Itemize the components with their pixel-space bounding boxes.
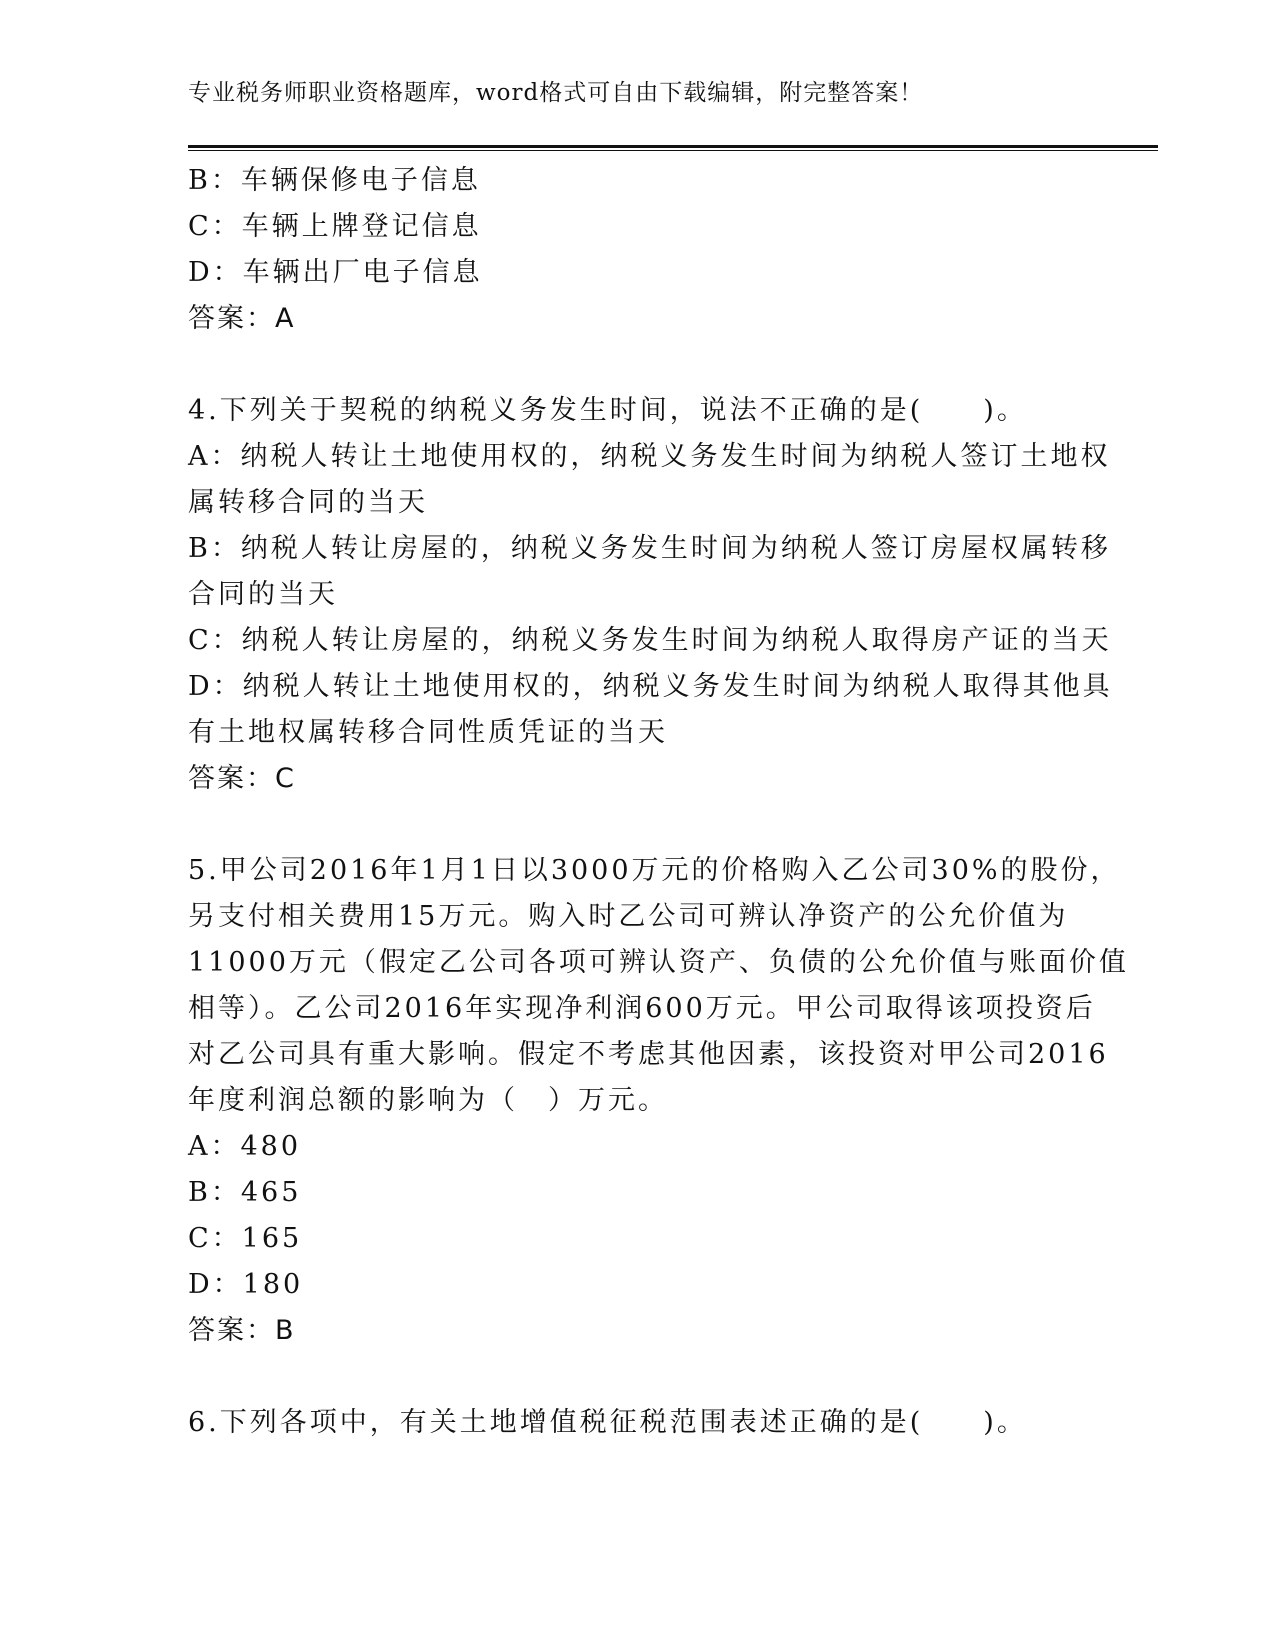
q4-option-b-line2: 合同的当天	[188, 579, 338, 610]
q5-stem-line4: 相等）。乙公司2016年实现净利润600万元。甲公司取得该项投资后	[188, 993, 1096, 1024]
q3-option-b: B：车辆保修电子信息	[188, 165, 481, 196]
q6-stem: 6.下列各项中，有关土地增值税征税范围表述正确的是( )。	[188, 1407, 1027, 1438]
q5-option-b: B：465	[188, 1177, 302, 1208]
q4-option-a-line2: 属转移合同的当天	[188, 487, 428, 518]
q5-option-c: C：165	[188, 1223, 303, 1254]
q5-stem-line6: 年度利润总额的影响为（ ）万元。	[188, 1085, 668, 1116]
q5-stem-line1: 5.甲公司2016年1月1日以3000万元的价格购入乙公司30%的股份，	[188, 855, 1121, 886]
q3-answer: 答案：A	[188, 303, 296, 334]
q4-answer: 答案：C	[188, 763, 296, 794]
q3-option-c: C：车辆上牌登记信息	[188, 211, 482, 242]
document-body	[188, 158, 1129, 1446]
q3-option-d: D：车辆出厂电子信息	[188, 257, 483, 288]
q5-stem-line5: 对乙公司具有重大影响。假定不考虑其他因素，该投资对甲公司2016	[188, 1039, 1109, 1070]
q4-option-b-line1: B：纳税人转让房屋的，纳税义务发生时间为纳税人签订房屋权属转移	[188, 533, 1111, 564]
q4-option-d-line2: 有土地权属转移合同性质凭证的当天	[188, 717, 668, 748]
q4-stem: 4.下列关于契税的纳税义务发生时间，说法不正确的是( )。	[188, 395, 1027, 426]
q4-option-c: C：纳税人转让房屋的，纳税义务发生时间为纳税人取得房产证的当天	[188, 625, 1112, 656]
q5-option-a: A：480	[188, 1131, 302, 1162]
q5-answer: 答案：B	[188, 1315, 296, 1346]
q5-option-d: D：180	[188, 1269, 304, 1300]
q4-option-d-line1: D：纳税人转让土地使用权的，纳税义务发生时间为纳税人取得其他具	[188, 671, 1113, 702]
header-divider	[188, 145, 1158, 151]
q4-option-a-line1: A：纳税人转让土地使用权的，纳税义务发生时间为纳税人签订土地权	[188, 441, 1111, 472]
q5-stem-line3: 11000万元（假定乙公司各项可辨认资产、负债的公允价值与账面价值	[188, 947, 1129, 978]
q5-stem-line2: 另支付相关费用15万元。购入时乙公司可辨认净资产的公允价值为	[188, 901, 1069, 932]
spacer	[188, 802, 1088, 848]
spacer	[188, 342, 1088, 388]
page-header: 专业税务师职业资格题库，word格式可自由下载编辑，附完整答案！	[188, 80, 924, 106]
spacer	[188, 1354, 1088, 1400]
